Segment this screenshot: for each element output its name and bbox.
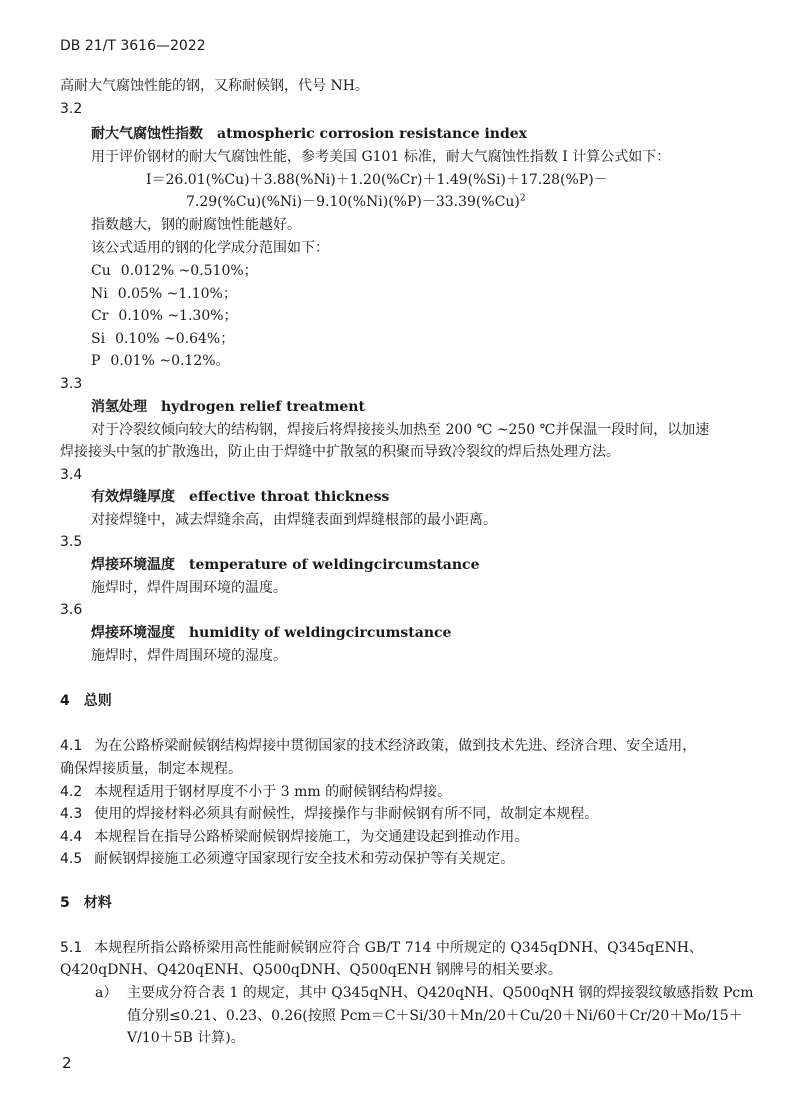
page-number: 2 (62, 1054, 72, 1072)
clause (60, 804, 598, 824)
element-symbol: Si (91, 331, 106, 347)
term-number: 3.5 (60, 534, 83, 550)
element-range (91, 351, 230, 371)
section-heading (60, 893, 112, 913)
clause-text: 耐候钢焊接施工必须遵守国家现行安全技术和劳动保护等有关规定。 (94, 851, 515, 867)
section-heading (60, 691, 112, 711)
list-marker: a） (95, 985, 118, 1001)
term-en: humidity of weldingcircumstance (189, 625, 452, 641)
clause-text: 为在公路桥梁耐候钢结构焊接中贯彻国家的技术经济政策，做到技术先进、经济合理、安全适用， (94, 738, 697, 754)
term-description: 对于冷裂纹倾向较大的结构钢，焊接后将焊接接头加热至 200 ℃ ~250 ℃并保温一段时间，以加速 (91, 422, 710, 438)
clause-number: 4.5 (60, 851, 83, 867)
term-description: 焊接接头中氢的扩散逸出，防止由于焊缝中扩散氢的积聚而导致冷裂纹的焊后热处理方法。 (60, 444, 620, 460)
formula-line (186, 192, 526, 212)
term-heading (91, 487, 389, 507)
clause-text: 本规程适用于钢材厚度不小于 3 mm 的耐候钢结构焊接。 (94, 784, 452, 800)
element-symbol: Cr (91, 308, 109, 324)
list-item-text: 主要成分符合表 1 的规定，其中 Q345qNH、Q420qNH、Q500qNH 钢的焊接裂纹敏感指数 Pcm (127, 985, 754, 1001)
clause (60, 849, 514, 869)
term-description: 施焊时，焊件周围环境的湿度。 (91, 648, 287, 664)
clause-text: 本规程旨在指导公路桥梁耐候钢焊接施工，为交通建设起到推动作用。 (94, 829, 529, 845)
term-number: 3.2 (60, 101, 83, 117)
clause-number: 4.4 (60, 829, 83, 845)
element-value: 0.10% ~1.30%； (118, 308, 238, 324)
list-item-text: V/10＋5B 计算)。 (127, 1030, 245, 1046)
clause-text: Q420qDNH、Q420qENH、Q500qDNH、Q500qENH 钢牌号的相关要求。 (60, 962, 562, 978)
element-range (91, 329, 234, 349)
formula-line: I＝26.01(%Cu)＋3.88(%Ni)＋1.20(%Cr)＋1.49(%Si)＋17.28(%P)－ (146, 172, 608, 188)
section-title: 材料 (83, 895, 112, 911)
nh-definition-text: 高耐大气腐蚀性能的钢，又称耐候钢，代号 NH。 (60, 78, 369, 94)
element-range (91, 261, 258, 281)
term-note: 指数越大，钢的耐腐蚀性能越好。 (91, 217, 301, 233)
clause-text: 本规程所指公路桥梁用高性能耐候钢应符合 GB/T 714 中所规定的 Q345qDNH、Q345qENH、 (94, 940, 703, 956)
term-description: 对接焊缝中，减去焊缝余高，由焊缝表面到焊缝根部的最小距离。 (91, 512, 497, 528)
clause (60, 782, 451, 802)
clause (60, 736, 696, 756)
clause-text: 使用的焊接材料必须具有耐候性，焊接操作与非耐候钢有所不同，故制定本规程。 (94, 806, 599, 822)
clause-number: 4.2 (60, 784, 83, 800)
clause-number: 4.1 (60, 738, 83, 754)
element-value: 0.01% ~0.12%。 (110, 353, 230, 369)
element-value: 0.05% ~1.10%； (117, 286, 237, 302)
clause-number: 4.3 (60, 806, 83, 822)
section-number: 4 (60, 693, 70, 709)
clause (60, 827, 528, 847)
formula-text: 7.29(%Cu)(%Ni)－9.10(%Ni)(%P)－33.39(%Cu) (186, 194, 520, 210)
term-zh: 焊接环境温度 (91, 557, 175, 573)
term-zh: 耐大气腐蚀性指数 (91, 126, 203, 142)
element-symbol: Ni (91, 286, 108, 302)
term-zh: 焊接环境湿度 (91, 625, 175, 641)
clause-text: 确保焊接质量，制定本规程。 (60, 761, 242, 777)
section-title: 总则 (83, 693, 112, 709)
term-note: 该公式适用的钢的化学成分范围如下： (91, 240, 329, 256)
term-en: effective throat thickness (189, 489, 390, 505)
term-number: 3.6 (60, 602, 83, 618)
term-heading (91, 124, 527, 144)
formula-exponent: 2 (519, 193, 526, 204)
standard-code: DB 21/T 3616—2022 (60, 38, 206, 54)
term-heading (91, 397, 365, 417)
list-item-text: 值分别≤0.21、0.23、0.26(按照 Pcm＝C＋Si/30＋Mn/20＋Cu/20＋Ni/60＋Cr/20＋Mo/15＋ (127, 1008, 743, 1024)
term-en: hydrogen relief treatment (161, 399, 365, 415)
clause-number: 5.1 (60, 940, 83, 956)
element-symbol: P (91, 353, 101, 369)
term-description: 施焊时，焊件周围环境的温度。 (91, 580, 287, 596)
term-heading (91, 555, 480, 575)
term-en: atmospheric corrosion resistance index (217, 126, 528, 142)
term-en: temperature of weldingcircumstance (189, 557, 480, 573)
element-symbol: Cu (91, 263, 111, 279)
element-value: 0.012% ~0.510%； (120, 263, 258, 279)
term-heading (91, 623, 451, 643)
term-zh: 有效焊缝厚度 (91, 489, 175, 505)
term-description: 用于评价钢材的耐大气腐蚀性能，参考美国 G101 标准，耐大气腐蚀性指数 I 计算公式如下： (91, 149, 671, 165)
section-number: 5 (60, 895, 70, 911)
element-range (91, 284, 237, 304)
term-zh: 消氢处理 (91, 399, 147, 415)
term-number: 3.3 (60, 376, 83, 392)
clause (60, 938, 703, 958)
term-number: 3.4 (60, 467, 83, 483)
element-range (91, 306, 238, 326)
element-value: 0.10% ~0.64%； (115, 331, 235, 347)
